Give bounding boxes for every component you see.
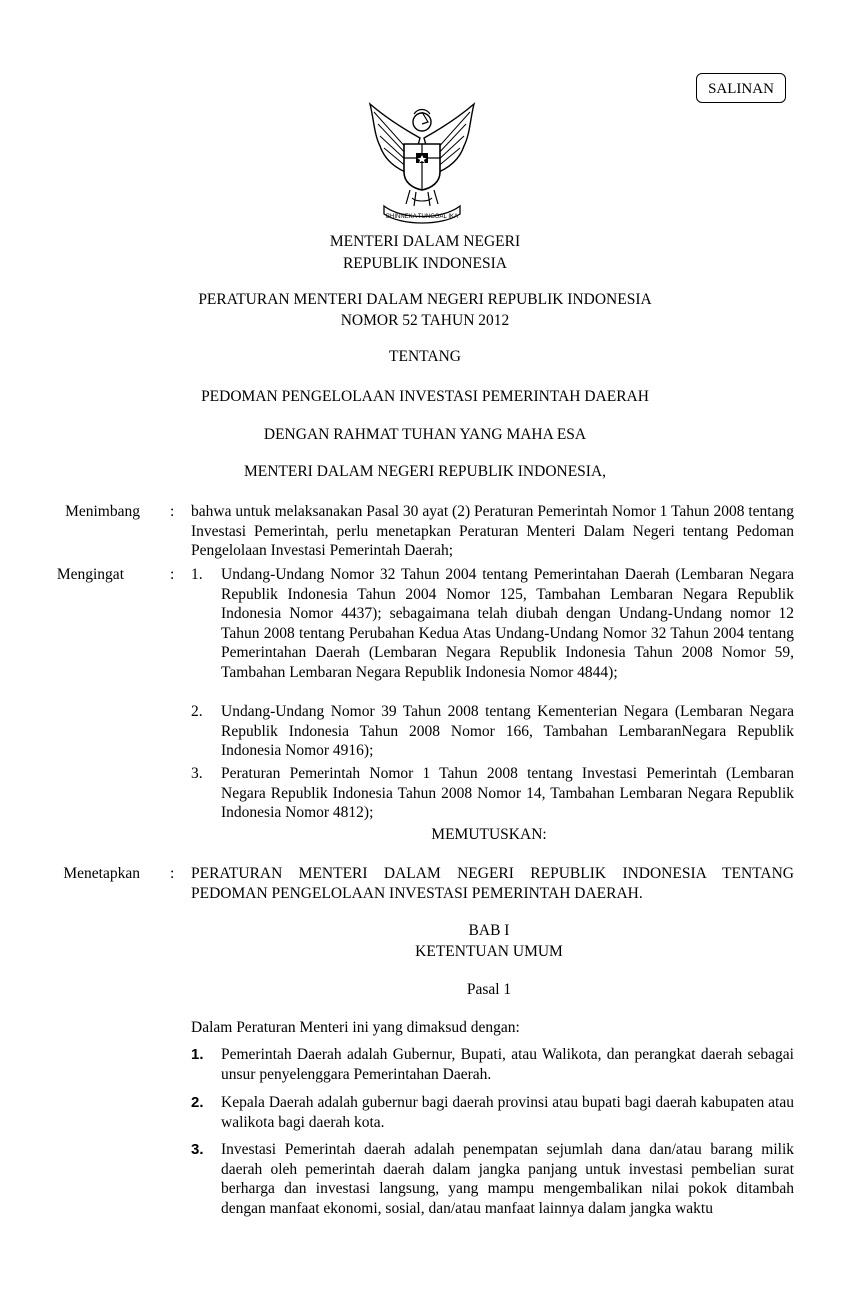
mengingat-item-num: 2. (191, 703, 203, 720)
pasal-heading: Pasal 1 (466, 981, 512, 998)
regulation-subject: PEDOMAN PENGELOLAAN INVESTASI PEMERINTAH DAERAH (201, 388, 649, 405)
mengingat-item-num: 1. (191, 566, 203, 583)
mengingat-item-num: 3. (191, 765, 203, 782)
menetapkan-text: PERATURAN MENTERI DALAM NEGERI REPUBLIK INDONESIA TENTANG PEDOMAN PENGELOLAAN INVESTASI PEMERINTAH DAERAH. (191, 865, 794, 902)
menimbang-text: bahwa untuk melaksanakan Pasal 30 ayat (2) Peraturan Pemerintah Nomor 1 Tahun 2008 tentang Investasi Pemerintah, perlu menetapkan Peraturan Menteri Dalam Negeri tentang Pedoman Pengelolaan Investasi Pemerintah Daerah; (191, 503, 794, 559)
definition-text: Kepala Daerah adalah gubernur bagi daerah provinsi atau bupati bagi daerah kabupaten atau walikota bagi daerah kota. (221, 1094, 794, 1131)
mengingat-item-text: Undang-Undang Nomor 32 Tahun 2004 tentang Pemerintahan Daerah (Lembaran Negara Republik Indonesia Tahun 2004 Nomor 125, Tambahan Lembaran Negara Republik Indonesia Nomor 4437); sebagaimana telah diubah dengan Undang-Undang nomor 12 Tahun 2008 tentang Perubahan Kedua Atas Undang-Undang Nomor 32 Tahun 2004 tentang Pemerintahan Daerah (Lembaran Negara Republik Indonesia Tahun 2008 Nomor 59, Tambahan Lembaran Negara Republik Indonesia Nomor 4844); (221, 566, 794, 681)
garuda-emblem-icon (362, 98, 482, 226)
menetapkan-colon: : (170, 865, 175, 882)
tentang-heading: TENTANG (389, 348, 461, 365)
bab-title: KETENTUAN UMUM (415, 943, 563, 960)
mengingat-item-text: Peraturan Pemerintah Nomor 1 Tahun 2008 tentang Investasi Pemerintah (Lembaran Negara Republik Indonesia Tahun 2008 Nomor 14, Tambahan Lembaran Negara Republik Indonesia Nomor 4812); (221, 765, 794, 821)
mengingat-colon: : (170, 566, 175, 583)
authority-line: MENTERI DALAM NEGERI REPUBLIK INDONESIA, (243, 463, 607, 480)
regulation-number: NOMOR 52 TAHUN 2012 (340, 312, 510, 329)
salinan-stamp: SALINAN (696, 73, 786, 103)
definition-text: Pemerintah Daerah adalah Gubernur, Bupati, atau Walikota, dan perangkat daerah sebagai unsur penyelenggara Pemerintahan Daerah. (221, 1046, 794, 1083)
pasal-intro: Dalam Peraturan Menteri ini yang dimaksud dengan: (191, 1019, 520, 1036)
mengingat-item-text: Undang-Undang Nomor 39 Tahun 2008 tentang Kementerian Negara (Lembaran Negara Republik Indonesia Tahun 2008 Nomor 166, Tambahan LembaranNegara Republik Indonesia Nomor 4916); (221, 703, 794, 759)
memutuskan-heading: MEMUTUSKAN: (431, 826, 547, 843)
bab-number: BAB I (468, 922, 510, 939)
definition-num: 3. (191, 1141, 204, 1158)
regulation-title: PERATURAN MENTERI DALAM NEGERI REPUBLIK INDONESIA (198, 291, 652, 308)
minister-line1: MENTERI DALAM NEGERI (329, 233, 521, 250)
menimbang-label: Menimbang (65, 503, 140, 520)
minister-line2: REPUBLIK INDONESIA (342, 255, 508, 272)
menimbang-colon: : (170, 503, 175, 520)
definition-num: 2. (191, 1094, 204, 1111)
invocation: DENGAN RAHMAT TUHAN YANG MAHA ESA (263, 426, 587, 443)
menetapkan-label: Menetapkan (63, 865, 140, 882)
definition-num: 1. (191, 1046, 204, 1063)
emblem-motto: BHINNEKA TUNGGAL IKA (385, 214, 459, 220)
mengingat-label: Mengingat (56, 566, 124, 583)
definition-text: Investasi Pemerintah daerah adalah penempatan sejumlah dana dan/atau barang milik daerah oleh pemerintah daerah dalam jangka panjang untuk investasi pembelian surat berharga dan investasi langsung, yang mampu mengembalikan nilai pokok ditambah dengan manfaat ekonomi, sosial, dan/atau manfaat lainnya dalam jangka waktu (221, 1141, 794, 1217)
